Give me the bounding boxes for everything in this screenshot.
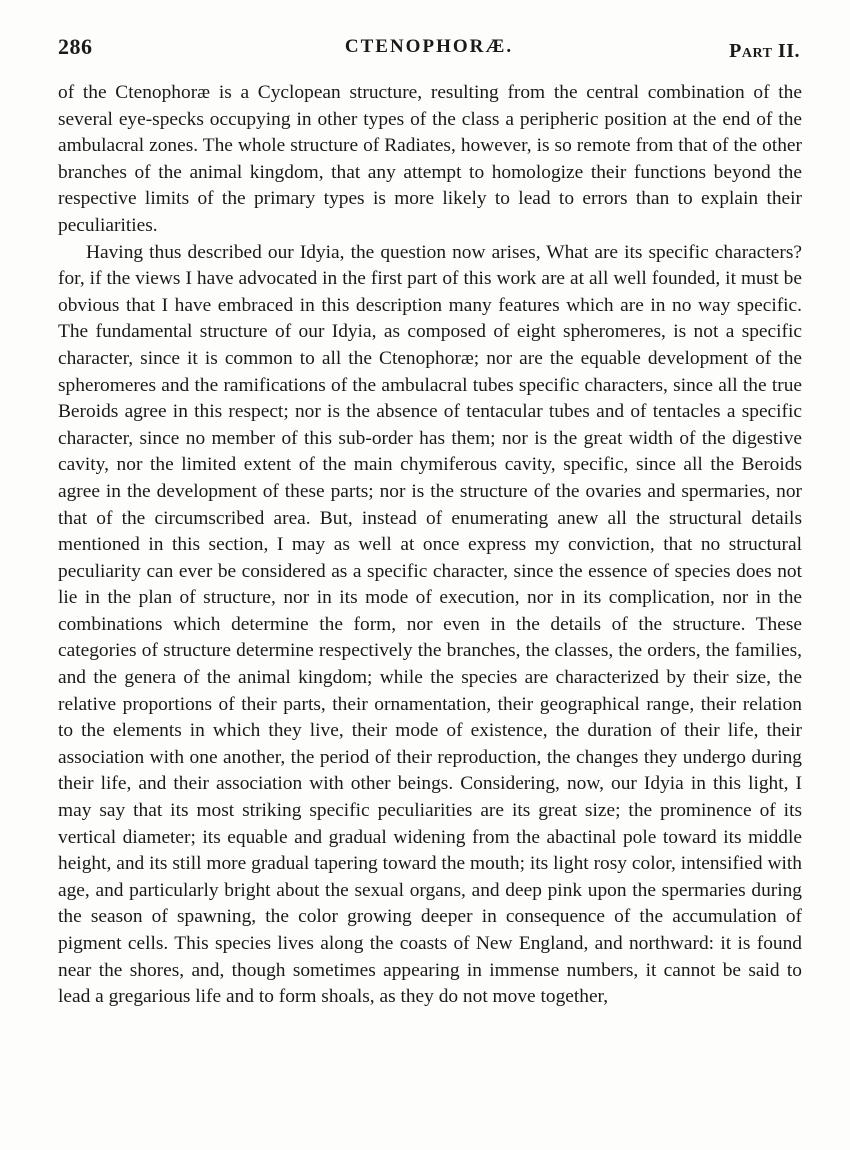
body-text (58, 80, 802, 1011)
part-label: Part II. (729, 40, 800, 62)
paragraph: Having thus described our Idyia, the question now arises, What are its specific characters? for, if the views I have advocated in the first part of this work are at all well founded, it must be obvious that I have embraced in this description many features which are in no way specific. The fundamental structure of our Idyia, as composed of eight spheromeres, is not a specific character, since it is common to all the Ctenophoræ; nor are the equable development of the spheromeres and the ramifications of the ambulacral tubes specific characters, since all the true Beroids agree in this respect; nor is the absence of tentacular tubes and of tentacles a specific character, since no member of this sub-order has them; nor is the great width of the digestive cavity, nor the limited extent of the main chymiferous cavity, specific, since all the Beroids agree in the development of these parts; nor is the structure of the ovaries and spermaries, nor that of the circumscribed area. But, instead of enumerating anew all the structural details mentioned in this section, I may as well at once express my conviction, that no structural peculiarity can ever be considered as a specific character, since the essence of species does not lie in the plan of structure, nor in its mode of execution, nor in its complication, nor in the combinations which determine the form, nor even in the details of the structure. These categories of structure determine respectively the branches, the classes, the orders, the families, and the genera of the animal kingdom; while the species are characterized by their size, the relative proportions of their parts, their ornamentation, their geographical range, their relation to the elements in which they live, their mode of existence, the duration of their life, their association with one another, the period of their reproduction, the changes they undergo during their life, and their association with other beings. Considering, now, our Idyia in this light, I may say that its most striking specific peculiarities are its great size; the prominence of its vertical diameter; its equable and gradual widening from the abactinal pole toward its middle height, and its still more gradual tapering toward the mouth; its light rosy color, intensified with age, and particularly bright about the sexual organs, and deep pink upon the spermaries during the season of spawning, the color growing deeper in consequence of the accumulation of pigment cells. This species lives along the coasts of New England, and northward: it is found near the shores, and, though sometimes appearing in immense numbers, it cannot be said to lead a gregarious life and to form shoals, as they do not move together, (58, 241, 802, 1008)
page-header (58, 34, 800, 74)
page-number: 286 (58, 34, 93, 59)
paragraph-continued: of the Ctenophoræ is a Cyclopean structure, resulting from the central combination of the several eye-specks occupying in other types of the class a peripheric position at the end of the ambulacral zones. The whole structure of Radiates, however, is so remote from that of the other branches of the animal kingdom, that any attempt to homologize their functions beyond the respective limits of the primary types is more likely to lead to errors than to explain their peculiarities. (58, 82, 802, 236)
running-title: CTENOPHORÆ. (344, 36, 514, 57)
